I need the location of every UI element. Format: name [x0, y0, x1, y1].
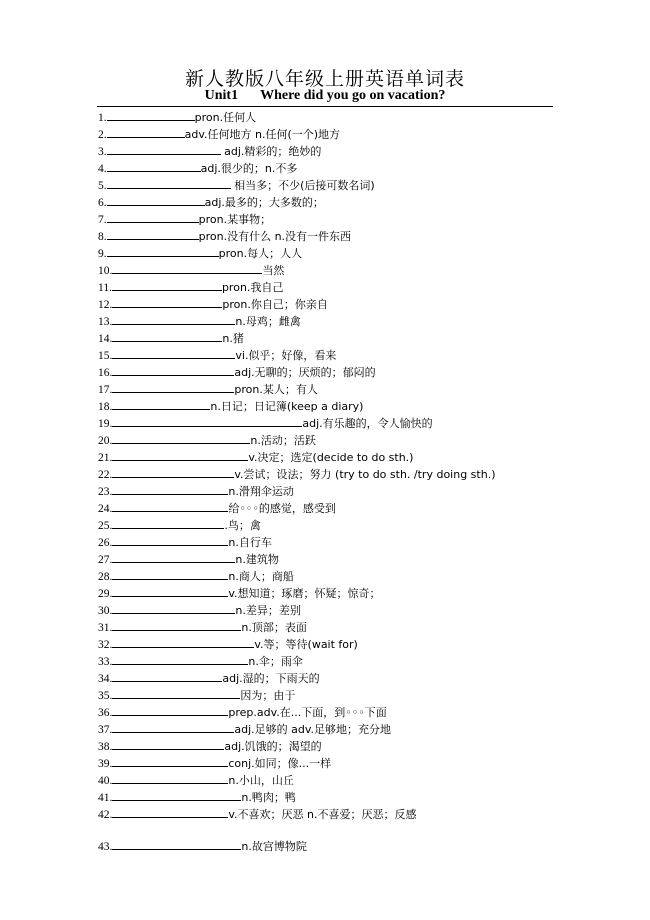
vocab-entry — [98, 837, 558, 854]
entry-definition: pron.没有什么 n.没有一件东西 — [198, 230, 352, 243]
entry-definition: adj.最多的；大多数的； — [204, 196, 324, 209]
entry-number: 9. — [98, 248, 107, 260]
entry-definition: n.差异；差别 — [235, 604, 301, 617]
entry-number: 14. — [98, 333, 113, 345]
vocab-entry — [98, 448, 558, 465]
vocab-entry — [98, 159, 558, 176]
answer-blank[interactable] — [112, 414, 302, 427]
vocab-entry — [98, 499, 558, 516]
vocab-entry — [98, 346, 558, 363]
entry-definition: 因为；由于 — [240, 689, 296, 702]
entry-number: 16. — [98, 367, 113, 379]
entry-definition: n.故宫博物院 — [241, 840, 307, 853]
answer-blank[interactable] — [107, 244, 219, 257]
answer-blank[interactable] — [112, 550, 235, 563]
entry-number: 21. — [98, 452, 113, 464]
vocab-entry — [98, 601, 558, 618]
vocab-entry — [98, 295, 558, 312]
entry-definition: n.商人；商船 — [228, 570, 294, 583]
entry-number: 2. — [98, 129, 107, 141]
entry-definition: n.鸭肉；鸭 — [241, 791, 296, 804]
answer-blank[interactable] — [112, 635, 254, 648]
entry-definition: adj.饥饿的；渴望的 — [224, 740, 322, 753]
answer-blank[interactable] — [112, 499, 228, 512]
answer-blank[interactable] — [112, 465, 234, 478]
answer-blank[interactable] — [112, 618, 241, 631]
entry-number: 6. — [98, 197, 107, 209]
entry-definition: adj.湿的；下雨天的 — [222, 672, 320, 685]
vocab-entry — [98, 754, 558, 771]
answer-blank[interactable] — [112, 652, 248, 665]
entry-number: 41. — [98, 792, 113, 804]
entry-definition: v.想知道；琢磨；怀疑；惊奇； — [228, 587, 381, 600]
entry-definition: n.滑翔伞运动 — [228, 485, 294, 498]
vocab-entry — [98, 720, 558, 737]
entry-number: 7. — [98, 214, 107, 226]
answer-blank[interactable] — [112, 788, 241, 801]
entry-definition: v.不喜欢；厌恶 n.不喜爱；厌恶；反感 — [228, 808, 417, 821]
unit-title: Where did you go on vacation? — [260, 88, 446, 103]
answer-blank[interactable] — [112, 482, 228, 495]
entry-definition: vi.似乎；好像，看来 — [235, 349, 337, 362]
entry-definition: n.伞；雨伞 — [248, 655, 303, 668]
entry-definition: 相当多；不少(后接可数名词) — [230, 179, 375, 192]
entry-definition: 当然 — [262, 264, 285, 277]
vocab-entry — [98, 278, 558, 295]
vocab-entry — [98, 635, 558, 652]
vocab-entry — [98, 244, 558, 261]
entry-number: 26. — [98, 537, 113, 549]
vocab-entry — [98, 652, 558, 669]
vocab-entry — [98, 227, 558, 244]
answer-blank[interactable] — [112, 686, 240, 699]
entry-definition: pron.我自己 — [221, 281, 284, 294]
entry-number: 15. — [98, 350, 113, 362]
entry-definition: adj.无聊的；厌烦的；郁闷的 — [234, 366, 376, 379]
answer-blank[interactable] — [112, 261, 262, 274]
vocab-entry — [98, 669, 558, 686]
entry-definition: n.自行车 — [228, 536, 272, 549]
entry-number: 8. — [98, 231, 107, 243]
answer-blank[interactable] — [112, 837, 241, 850]
entry-number: 4. — [98, 163, 107, 175]
vocab-entry — [98, 108, 558, 125]
answer-blank[interactable] — [112, 312, 235, 325]
entry-definition: pron.某人；有人 — [234, 383, 318, 396]
vocab-entry — [98, 567, 558, 584]
answer-blank[interactable] — [112, 805, 228, 818]
entry-definition: n.日记；日记簿(keep a diary) — [210, 400, 364, 413]
vocab-entry — [98, 380, 558, 397]
vocab-entry — [98, 176, 558, 193]
page-title: 新人教版八年级上册英语单词表 — [184, 68, 465, 90]
answer-blank[interactable] — [112, 533, 228, 546]
answer-blank[interactable] — [112, 516, 224, 529]
entry-definition: prep.adv.在...下面，到◦◦◦下面 — [228, 706, 387, 719]
entry-number: 20. — [98, 435, 113, 447]
entry-number: 5. — [98, 180, 107, 192]
vocab-entry — [98, 261, 558, 278]
entry-definition: n.母鸡；雌禽 — [235, 315, 301, 328]
vocab-entry — [98, 584, 558, 601]
entry-number: 38. — [98, 741, 113, 753]
entry-number: 11. — [98, 282, 112, 294]
entry-number: 40. — [98, 775, 113, 787]
entry-number: 24. — [98, 503, 113, 515]
entry-number: 12. — [98, 299, 113, 311]
entry-number: 19. — [98, 418, 113, 430]
entry-definition: adv.任何地方 n.任何(一个)地方 — [184, 128, 341, 141]
entry-number: 42. — [98, 809, 113, 821]
vocab-entry — [98, 142, 558, 159]
entry-definition: adj.足够的 adv.足够地；充分地 — [234, 723, 392, 736]
answer-blank[interactable] — [112, 380, 234, 393]
entry-definition: v.决定；选定(decide to do sth.) — [248, 451, 414, 464]
entry-definition: v.尝试；设法；努力 (try to do sth. /try doing sth.) — [234, 468, 496, 481]
entry-definition: n.顶部；表面 — [241, 621, 307, 634]
entry-definition: n.小山，山丘 — [228, 774, 294, 787]
unit-heading — [0, 88, 650, 104]
vocab-entry — [98, 618, 558, 635]
answer-blank[interactable] — [107, 176, 231, 189]
entry-number: 30. — [98, 605, 113, 617]
entry-number: 17. — [98, 384, 113, 396]
vocab-entry — [98, 193, 558, 210]
answer-blank[interactable] — [107, 108, 195, 121]
vocab-entry — [98, 771, 558, 788]
entry-number: 23. — [98, 486, 113, 498]
entry-number: 32. — [98, 639, 113, 651]
entry-number: 31. — [98, 622, 113, 634]
entry-number: 34. — [98, 673, 113, 685]
answer-blank[interactable] — [112, 329, 222, 342]
entry-number: 25. — [98, 520, 113, 532]
answer-blank[interactable] — [112, 567, 228, 580]
answer-blank[interactable] — [112, 431, 250, 444]
answer-blank[interactable] — [112, 448, 248, 461]
entry-number: 43. — [98, 841, 113, 853]
answer-blank[interactable] — [112, 278, 222, 291]
vocab-entry — [98, 805, 558, 822]
entry-definition: n.猪 — [222, 332, 244, 345]
vocab-entry — [98, 788, 558, 805]
answer-blank[interactable] — [107, 142, 221, 155]
unit-number: Unit1 — [204, 88, 239, 103]
entry-number: 18. — [98, 401, 113, 413]
entry-number: 35. — [98, 690, 113, 702]
entry-definition: adj.精彩的；绝妙的 — [220, 145, 322, 158]
entry-definition: pron.你自己；你亲自 — [222, 298, 328, 311]
answer-blank[interactable] — [112, 397, 210, 410]
answer-blank[interactable] — [107, 125, 185, 138]
entry-definition: pron.每人；人人 — [218, 247, 303, 260]
answer-blank[interactable] — [112, 669, 222, 682]
vocab-entry — [98, 363, 558, 380]
entry-number: 28. — [98, 571, 113, 583]
entry-number: 1. — [98, 112, 107, 124]
vocab-entry — [98, 533, 558, 550]
answer-blank[interactable] — [112, 584, 228, 597]
entry-definition: v.等；等待(wait for) — [254, 638, 358, 651]
entry-number: 13. — [98, 316, 113, 328]
answer-blank[interactable] — [107, 227, 199, 240]
entry-definition: adj.有乐趣的，令人愉快的 — [302, 417, 433, 430]
entry-number: 27. — [98, 554, 113, 566]
answer-blank[interactable] — [112, 346, 235, 359]
vocab-entry — [98, 431, 558, 448]
entry-definition: adj.很少的；n.不多 — [200, 162, 298, 175]
entry-number: 33. — [98, 656, 113, 668]
entry-definition: pron.任何人 — [194, 111, 257, 124]
answer-blank[interactable] — [112, 295, 222, 308]
vocab-entry — [98, 737, 558, 754]
vocab-entry — [98, 686, 558, 703]
vocab-entry — [98, 516, 558, 533]
answer-blank[interactable] — [112, 363, 234, 376]
vocab-entry — [98, 482, 558, 499]
vocab-entry — [98, 210, 558, 227]
answer-blank[interactable] — [107, 210, 199, 223]
vocab-entry — [98, 125, 558, 142]
vocab-entry — [98, 414, 558, 431]
answer-blank[interactable] — [112, 703, 228, 716]
entry-number: 37. — [98, 724, 113, 736]
vocab-entry — [98, 550, 558, 567]
entry-definition: conj.如同；像...一样 — [228, 757, 332, 770]
answer-blank[interactable] — [112, 737, 224, 750]
answer-blank[interactable] — [112, 771, 228, 784]
entry-definition: pron.某事物； — [198, 213, 272, 226]
answer-blank[interactable] — [112, 601, 235, 614]
answer-blank[interactable] — [107, 193, 205, 206]
entry-definition: 给◦◦◦的感觉，感受到 — [228, 502, 336, 515]
entry-number: 10. — [98, 265, 113, 277]
entry-number: 39. — [98, 758, 113, 770]
vocab-entry — [98, 329, 558, 346]
entry-definition: n.活动；活跃 — [250, 434, 316, 447]
answer-blank[interactable] — [112, 754, 228, 767]
vocab-entry — [98, 397, 558, 414]
vocabulary-list — [98, 108, 558, 854]
entry-definition: .鸟；禽 — [224, 519, 261, 532]
entry-number: 36. — [98, 707, 113, 719]
entry-number: 3. — [98, 146, 107, 158]
vocab-entry — [98, 312, 558, 329]
heading-divider — [97, 106, 553, 107]
entry-definition: n.建筑物 — [235, 553, 279, 566]
vocab-entry — [98, 465, 558, 482]
entry-number: 29. — [98, 588, 113, 600]
answer-blank[interactable] — [112, 720, 234, 733]
answer-blank[interactable] — [107, 159, 201, 172]
vocab-entry — [98, 703, 558, 720]
entry-number: 22. — [98, 469, 113, 481]
